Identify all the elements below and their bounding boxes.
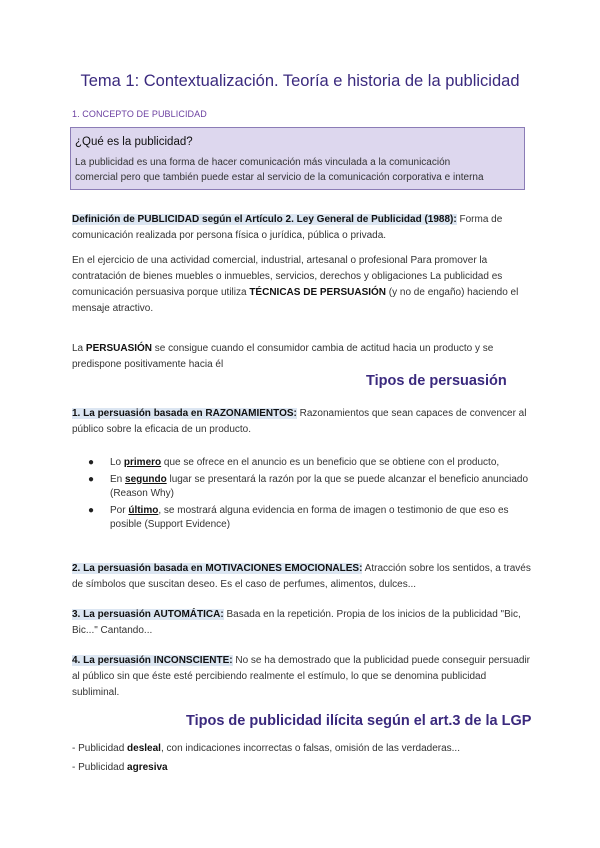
bullet-key: último xyxy=(128,504,159,516)
persuasion-3-text: Basada en la repetición. Propia de los inicios de la publicidad "Bic, Bic..." Cantando... xyxy=(72,609,521,636)
ilicita-item xyxy=(72,743,460,754)
definition-text: Forma de comunicación realizada por persona física o jurídica, pública o privada. xyxy=(72,214,503,241)
answer-line: La publicidad es una forma de hacer comunicación más vinculada a la comunicación xyxy=(75,157,451,168)
list-item xyxy=(72,473,532,502)
bullet-after: que se ofrece en el anuncio es un beneficio que se obtiene con el producto, xyxy=(161,457,500,468)
persuasion-1 xyxy=(72,406,532,438)
definition-paragraph xyxy=(72,212,532,244)
ilicita-before: - Publicidad xyxy=(72,762,128,773)
question-text: ¿Qué es la publicidad? xyxy=(75,136,193,148)
persuasion-intro xyxy=(72,341,532,373)
list-item xyxy=(72,456,532,471)
persuasion-2-text: Atracción sobre los sentidos, a través de símbolos que suscitan deseo. Es el caso de perfumes, alimentos, dulces... xyxy=(72,563,531,590)
intro-before: La xyxy=(72,343,86,354)
persuasion-3 xyxy=(72,607,532,639)
persuasion-1-label: 1. La persuasión basada en RAZONAMIENTOS: xyxy=(72,408,297,419)
ejercicio-bold: TÉCNICAS DE PERSUASIÓN xyxy=(249,287,387,298)
bullet-before: En xyxy=(110,473,126,485)
bullet-before: Lo xyxy=(110,457,124,468)
persuasion-4 xyxy=(72,653,532,701)
persuasion-3-label: 3. La persuasión AUTOMÁTICA: xyxy=(72,609,224,620)
bullet-key: primero xyxy=(123,457,162,468)
ilicita-bold: agresiva xyxy=(127,762,168,773)
answer-text xyxy=(75,155,518,185)
heading-publicidad-ilicita: Tipos de publicidad ilícita según el art.3 de la LGP xyxy=(186,713,532,729)
bullet-before: Por xyxy=(110,504,129,516)
heading-tipos-persuasion: Tipos de persuasión xyxy=(366,373,507,389)
ejercicio-text-after: (y no de engaño) haciendo el mensaje atractivo. xyxy=(72,287,519,314)
bullet-key: segundo xyxy=(125,473,167,485)
section-label: 1. CONCEPTO DE PUBLICIDAD xyxy=(72,109,207,119)
persuasion-2-label: 2. La persuasión basada en MOTIVACIONES EMOCIONALES: xyxy=(72,563,363,574)
ilicita-item xyxy=(72,762,168,773)
ilicita-after: , con indicaciones incorrectas o falsas, omisión de las verdaderas... xyxy=(160,743,460,754)
ejercicio-text: En el ejercicio de una actividad comercial, industrial, artesanal o profesional Para promover la contratación de bienes muebles o inmuebles, servicios, derechos y obligaciones La publicidad es comunicación persuasiva porque utiliza xyxy=(72,255,503,298)
question-box xyxy=(70,127,525,190)
intro-bold: PERSUASIÓN xyxy=(85,343,153,354)
bullet-icon: ● xyxy=(88,504,95,516)
persuasion-1-text: Razonamientos que sean capaces de convencer al público sobre la eficacia de un producto. xyxy=(72,408,527,435)
persuasion-4-text: No se ha demostrado que la publicidad puede conseguir persuadir al público sin que éste esté percibiendo realmente el estímulo, lo que se denomina publicidad subliminal. xyxy=(72,655,531,698)
page-title: Tema 1: Contextualización. Teoría e historia de la publicidad xyxy=(80,72,520,90)
bullet-list xyxy=(72,456,532,535)
persuasion-4-label: 4. La persuasión INCONSCIENTE: xyxy=(72,655,233,666)
bullet-icon: ● xyxy=(88,457,95,468)
bullet-icon: ● xyxy=(88,473,95,485)
bullet-after: lugar se presentará la razón por la que se puede alcanzar el beneficio anunciado (Reason Why) xyxy=(110,473,529,499)
answer-line: comercial pero que también puede estar al servicio de la comunicación corporativa e interna xyxy=(75,172,484,183)
definition-label: Definición de PUBLICIDAD según el Artículo 2. Ley General de Publicidad (1988): xyxy=(72,214,457,225)
persuasion-2 xyxy=(72,561,532,593)
ejercicio-paragraph xyxy=(72,253,532,317)
list-item xyxy=(72,504,532,533)
bullet-after: , se mostrará alguna evidencia en forma de imagen o testimonio de que eso es posible (Support Evidence) xyxy=(110,504,509,530)
ilicita-bold: desleal xyxy=(127,743,161,754)
intro-after: se consigue cuando el consumidor cambia de actitud hacia un producto y se predispone positivamente hacia él xyxy=(72,343,494,370)
ilicita-before: - Publicidad xyxy=(72,743,128,754)
